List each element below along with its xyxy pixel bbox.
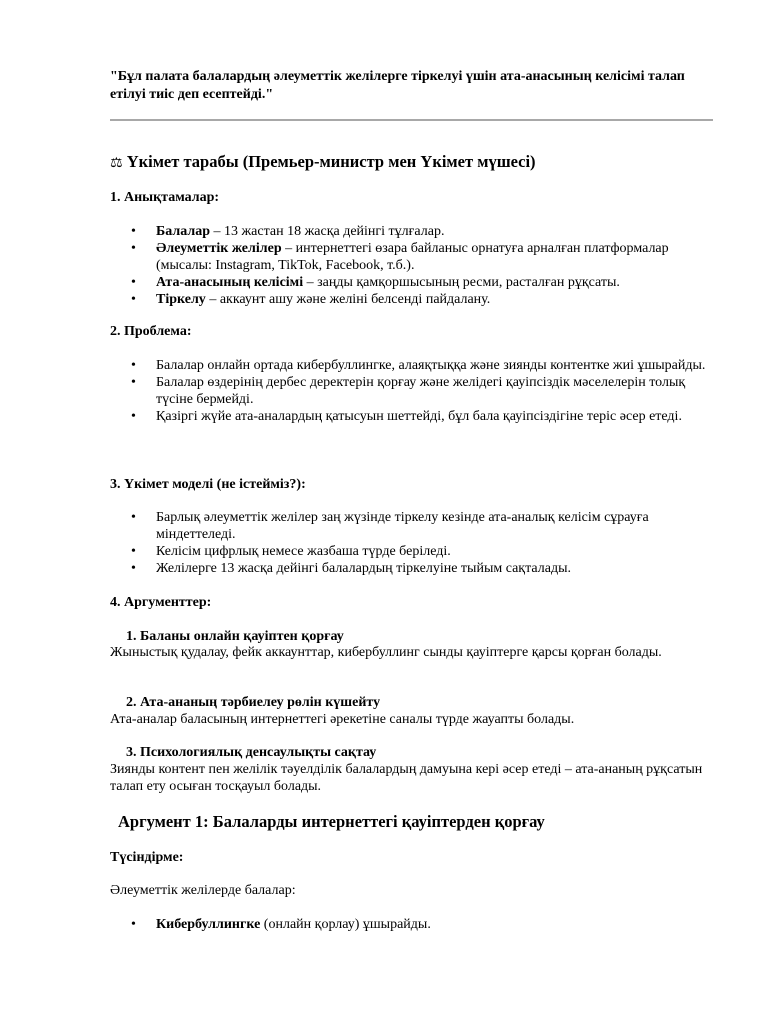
definition-term: Ата-анасының келісімі (156, 275, 304, 290)
definition-term: Тіркелу (156, 292, 206, 307)
argument-text: Зиянды контент пен желілік тәуелділік балалардың дамуына кері әсер етеді – ата-ананың рұқсатын талап ету осыған тосқауыл болады. (110, 762, 703, 794)
list-item: • Қазіргі жүйе ата-аналардың қатысуын шеттейді, бұл бала қауіпсіздігіне теріс әсер етеді. (110, 408, 715, 425)
definition-desc: – 13 жастан 18 жасқа дейінгі тұлғалар. (210, 224, 445, 239)
motion-statement: "Бұл палата балалардың әлеуметтік желілерге тіркелуі үшін ата-анасының келісімі талап етілуі тиіс деп есептейді." (110, 69, 685, 102)
argument1-list (110, 916, 715, 933)
problem-list (110, 357, 715, 425)
list-item: • Барлық әлеуметтік желілер заң жүзінде тіркелу кезінде ата-аналық келісім сұрауға міндеттеледі. (110, 509, 715, 543)
definition-desc: – интернеттегі өзара байланыс орнатуға арналған платформалар (мысалы: Instagram, TikTok, Facebook, т.б.). (156, 241, 669, 273)
list-item: • Балалар өздерінің дербес деректерін қорғау және желідегі қауіпсіздік мәселелерін толық түсіне бермейді. (110, 374, 715, 408)
definition-desc: – аккаунт ашу және желіні белсенді пайдалану. (205, 292, 491, 307)
argument-title: 1. Баланы онлайн қауіптен қорғау (126, 629, 344, 644)
list-item (110, 274, 715, 291)
definition-desc: – заңды қамқоршысының ресми, расталған рұқсаты. (303, 275, 620, 290)
definition-term: Балалар (156, 224, 210, 239)
argument-title: 3. Психологиялық денсаулықты сақтау (126, 745, 377, 760)
definitions-heading: 1. Анықтамалар: (110, 190, 220, 205)
list-item: • Келісім цифрлық немесе жазбаша түрде беріледі. (110, 543, 715, 560)
item-desc: (онлайн қорлау) ұшырайды. (260, 917, 431, 932)
definition-term: Әлеуметтік желілер (156, 241, 282, 256)
definitions-list (110, 223, 715, 308)
argument1-heading: Аргумент 1: Балаларды интернеттегі қауіптерден қорғау (118, 812, 545, 831)
list-item (110, 291, 715, 308)
argument-text: Ата-аналар баласының интернеттегі әрекетіне саналы түрде жауапты болады. (110, 712, 575, 727)
argument1-intro: Әлеуметтік желілерде балалар: (110, 883, 296, 898)
scales-icon: ⚖ (110, 155, 123, 171)
argument-text: Жыныстық қудалау, фейк аккаунттар, кибербуллинг сынды қауіптерге қарсы қорған болады. (110, 645, 662, 660)
argument-title: 2. Ата-ананың тәрбиелеу рөлін күшейту (126, 695, 381, 710)
list-item: • Желілерге 13 жасқа дейінгі балалардың тіркелуіне тыйым сақталады. (110, 560, 715, 577)
list-item (110, 223, 715, 240)
horizontal-divider (110, 119, 713, 121)
item-term: Кибербуллингке (156, 917, 261, 932)
model-list (110, 509, 715, 577)
problem-heading: 2. Проблема: (110, 324, 192, 339)
list-item: • Балалар онлайн ортада кибербуллингке, алаяқтыққа және зиянды контентке жиі ұшырайды. (110, 357, 715, 374)
arguments-heading: 4. Аргументтер: (110, 595, 212, 610)
explanation-label: Түсіндірме: (110, 850, 184, 865)
list-item (110, 240, 715, 274)
list-item (110, 916, 715, 933)
side-heading-text: Үкімет тарабы (Премьер-министр мен Үкімет мүшесі) (126, 152, 536, 171)
side-heading (110, 152, 536, 173)
model-heading: 3. Үкімет моделі (не істейміз?): (110, 477, 306, 492)
